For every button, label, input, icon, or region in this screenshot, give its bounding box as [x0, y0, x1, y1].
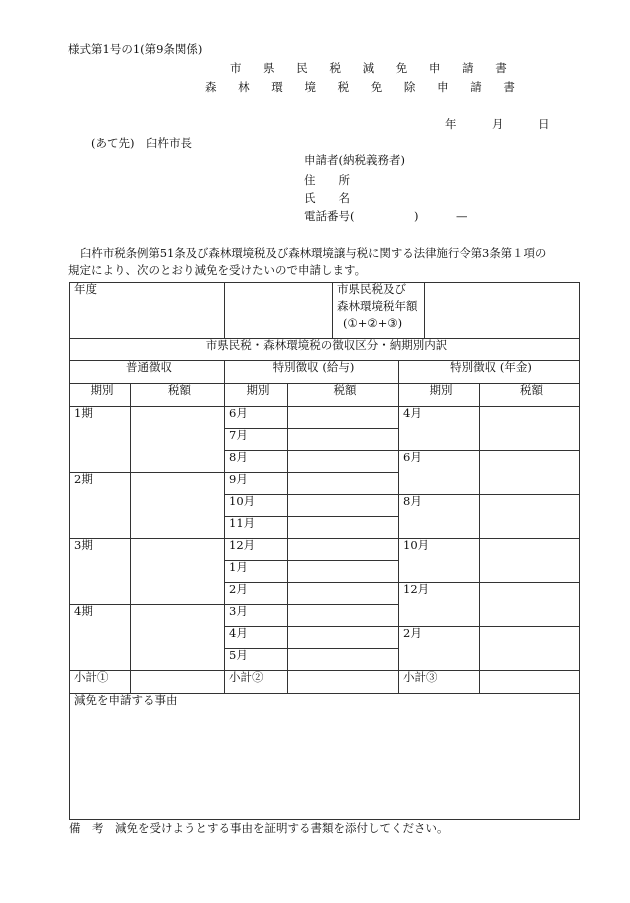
phone-close-paren: )	[414, 209, 419, 223]
normal-period-3: 3期	[70, 539, 131, 605]
pension-amount-10[interactable]	[480, 539, 580, 583]
form-number: 様式第1号の1(第9条関係)	[68, 42, 203, 56]
salary-period-header: 期別	[225, 384, 288, 407]
pension-amount-6[interactable]	[480, 451, 580, 495]
salary-amount-12[interactable]	[288, 539, 399, 561]
normal-amount-3[interactable]	[131, 539, 225, 605]
phone-label: 電話番号(	[304, 209, 355, 223]
phone-dash: —	[456, 209, 468, 223]
pension-amount-8[interactable]	[480, 495, 580, 539]
salary-month-1: 1月	[225, 561, 288, 583]
salary-amount-5[interactable]	[288, 649, 399, 671]
normal-period-1: 1期	[70, 407, 131, 473]
salary-month-12: 12月	[225, 539, 288, 561]
pension-month-12: 12月	[399, 583, 480, 627]
salary-amount-4[interactable]	[288, 627, 399, 649]
subtotal-3-value[interactable]	[480, 671, 580, 694]
normal-amount-1[interactable]	[131, 407, 225, 473]
salary-amount-3[interactable]	[288, 605, 399, 627]
annual-amount-label-cell	[333, 283, 425, 339]
salary-month-2: 2月	[225, 583, 288, 605]
salary-month-4: 4月	[225, 627, 288, 649]
body-text-line-1: 臼杵市税条例第51条及び森林環境税及び森林環境譲与税に関する法律施行令第3条第１項の	[80, 246, 547, 260]
remarks-note: 備 考 減免を受けようとする事由を証明する書類を添付してください。	[69, 821, 449, 835]
annual-label-line-3: (①+②+③)	[343, 315, 403, 330]
normal-period-4: 4期	[70, 605, 131, 671]
address-label: 住 所	[304, 173, 350, 187]
salary-amount-11[interactable]	[288, 517, 399, 539]
salary-month-8: 8月	[225, 451, 288, 473]
salary-month-10: 10月	[225, 495, 288, 517]
salary-amount-2[interactable]	[288, 583, 399, 605]
applicant-heading: 申請者(納税義務者)	[304, 153, 405, 167]
tax-breakdown-table	[69, 282, 580, 820]
year-label-cell: 年度	[70, 283, 225, 339]
subtotal-1-label: 小計①	[70, 671, 131, 694]
salary-month-11: 11月	[225, 517, 288, 539]
subtotal-3-label: 小計③	[399, 671, 480, 694]
salary-month-7: 7月	[225, 429, 288, 451]
title-line-1: 市 県 民 税 減 免 申 請 書	[230, 61, 516, 75]
pension-amount-2[interactable]	[480, 627, 580, 671]
salary-month-3: 3月	[225, 605, 288, 627]
salary-month-9: 9月	[225, 473, 288, 495]
salary-amount-9[interactable]	[288, 473, 399, 495]
addressee: (あて先) 臼杵市長	[91, 136, 192, 150]
pension-amount-4[interactable]	[480, 407, 580, 451]
col-normal-collection: 普通徴収	[70, 361, 225, 384]
pension-period-header: 期別	[399, 384, 480, 407]
title-line-2: 森 林 環 境 税 免 除 申 請 書	[205, 80, 524, 94]
pension-amount-12[interactable]	[480, 583, 580, 627]
pension-month-2: 2月	[399, 627, 480, 671]
date-year-label: 年	[445, 117, 457, 131]
pension-month-10: 10月	[399, 539, 480, 583]
pension-month-6: 6月	[399, 451, 480, 495]
annual-amount-value-cell[interactable]	[425, 283, 580, 339]
subtotal-2-value[interactable]	[288, 671, 399, 694]
name-label: 氏 名	[304, 191, 350, 205]
pension-month-8: 8月	[399, 495, 480, 539]
salary-month-5: 5月	[225, 649, 288, 671]
col-special-pension: 特別徴収 (年金)	[399, 361, 580, 384]
subtotal-2-label: 小計②	[225, 671, 288, 694]
date-day-label: 日	[538, 117, 550, 131]
breakdown-heading: 市県民税・森林環境税の徴収区分・納期別内訳	[70, 339, 580, 361]
salary-amount-6[interactable]	[288, 407, 399, 429]
date-month-label: 月	[492, 117, 504, 131]
normal-amount-header: 税額	[131, 384, 225, 407]
year-value-cell[interactable]	[225, 283, 333, 339]
reduction-reason-label: 減免を申請する事由	[74, 693, 178, 707]
reduction-reason-field[interactable]	[70, 694, 580, 820]
annual-label-line-1: 市県民税及び	[337, 282, 406, 296]
annual-label-line-2: 森林環境税年額	[337, 298, 418, 313]
salary-amount-1[interactable]	[288, 561, 399, 583]
pension-amount-header: 税額	[480, 384, 580, 407]
salary-month-6: 6月	[225, 407, 288, 429]
col-special-salary: 特別徴収 (給与)	[225, 361, 399, 384]
normal-amount-4[interactable]	[131, 605, 225, 671]
salary-amount-8[interactable]	[288, 451, 399, 473]
salary-amount-10[interactable]	[288, 495, 399, 517]
salary-amount-7[interactable]	[288, 429, 399, 451]
pension-month-4: 4月	[399, 407, 480, 451]
normal-amount-2[interactable]	[131, 473, 225, 539]
salary-amount-header: 税額	[288, 384, 399, 407]
subtotal-1-value[interactable]	[131, 671, 225, 694]
normal-period-2: 2期	[70, 473, 131, 539]
normal-period-header: 期別	[70, 384, 131, 407]
body-text-line-2: 規定により、次のとおり減免を受けたいので申請します。	[68, 263, 367, 277]
